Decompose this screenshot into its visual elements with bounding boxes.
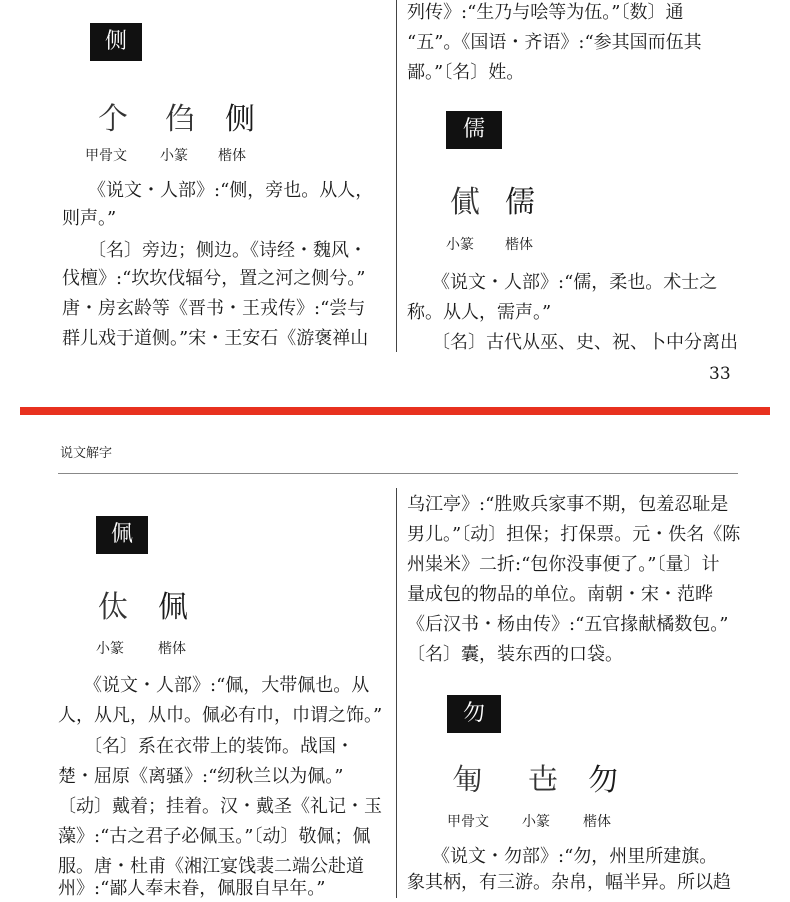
label-seal: 小篆 bbox=[522, 814, 550, 830]
seal-script-form: 㑀 bbox=[98, 590, 128, 625]
entry-line: 服。唐・杜甫《湘江宴饯裴二端公赴道 bbox=[58, 856, 364, 877]
label-oracle-bone: 甲骨文 bbox=[85, 148, 127, 164]
entry-line: 唐・房玄龄等《晋书・王戎传》:“尝与 bbox=[62, 298, 366, 319]
label-regular: 楷体 bbox=[158, 641, 186, 657]
entry-line: 〔名〕古代从巫、史、祝、卜中分离出 bbox=[432, 332, 738, 353]
page-divider-bar bbox=[20, 407, 770, 415]
entry-line: 《说文・人部》:“儒，柔也。术士之 bbox=[432, 272, 718, 293]
headword-tag-wu: 勿 bbox=[447, 695, 501, 733]
entry-line: 伐檀》:“坎坎伐辐兮，置之河之侧兮。” bbox=[62, 268, 366, 289]
bottom-page bbox=[0, 418, 790, 898]
entry-line: 〔名〕旁边；侧边。《诗经・魏风・ bbox=[88, 240, 367, 261]
top-page bbox=[0, 0, 790, 405]
regular-script-form: 侧 bbox=[225, 102, 255, 137]
entry-line: 〔名〕系在衣带上的装饰。战国・ bbox=[84, 736, 354, 757]
entry-line: 州粜米》二折:“包你没事便了。”〔量〕计 bbox=[407, 554, 720, 575]
oracle-bone-form: 𠣞 bbox=[452, 763, 482, 798]
label-seal: 小篆 bbox=[96, 641, 124, 657]
entry-line: 楚・屈原《离骚》:“纫秋兰以为佩。” bbox=[58, 766, 344, 787]
headword-tag-pei: 佩 bbox=[96, 516, 148, 554]
headword-tag-ru: 儒 bbox=[446, 111, 502, 149]
seal-script-form: 㒃 bbox=[450, 185, 480, 220]
column-divider bbox=[396, 488, 397, 898]
page-number: 33 bbox=[709, 364, 731, 384]
seal-script-form: 㔺 bbox=[528, 763, 558, 798]
label-seal: 小篆 bbox=[446, 237, 474, 253]
entry-line: 〔动〕戴着；挂着。汉・戴圣《礼记・玉 bbox=[58, 796, 382, 817]
oracle-bone-form: 𠆤 bbox=[98, 102, 128, 137]
entry-line: 《说文・人部》:“侧，旁也。从人， bbox=[88, 180, 374, 201]
entry-line: 《说文・人部》:“佩，大带佩也。从 bbox=[84, 675, 370, 696]
entry-line: 乌江亭》:“胜败兵家事不期，包羞忍耻是 bbox=[407, 494, 729, 515]
column-divider bbox=[396, 0, 397, 352]
entry-line: 男儿。”〔动〕担保；打保票。元・佚名《陈 bbox=[407, 524, 741, 545]
entry-line: 藻》:“古之君子必佩玉。”〔动〕敬佩；佩 bbox=[58, 826, 371, 847]
entry-line: 则声。” bbox=[62, 208, 117, 229]
entry-line: 量成包的物品的单位。南朝・宋・范晔 bbox=[407, 584, 713, 605]
label-regular: 楷体 bbox=[505, 237, 533, 253]
entry-line: 〔名〕囊，装东西的口袋。 bbox=[407, 644, 623, 665]
label-regular: 楷体 bbox=[583, 814, 611, 830]
entry-line: 群儿戏于道侧。”宋・王安石《游褒禅山 bbox=[62, 328, 369, 349]
label-regular: 楷体 bbox=[218, 148, 246, 164]
header-rule bbox=[58, 473, 738, 474]
entry-line: 称。从人，需声。” bbox=[407, 302, 552, 323]
running-head: 说文解字 bbox=[60, 446, 113, 461]
label-seal: 小篆 bbox=[160, 148, 188, 164]
entry-line: 象其柄，有三游。杂帛，幅半异。所以趋 bbox=[407, 872, 731, 893]
entry-line: 列传》:“生乃与哙等为伍。”〔数〕通 bbox=[407, 2, 684, 23]
entry-line: 《说文・勿部》:“勿，州里所建旗。 bbox=[432, 846, 718, 867]
regular-script-form: 勿 bbox=[588, 763, 618, 798]
seal-script-form: 㑇 bbox=[165, 102, 195, 137]
entry-line: “五”。《国语・齐语》:“参其国而伍其 bbox=[407, 32, 702, 53]
label-oracle-bone: 甲骨文 bbox=[447, 814, 489, 830]
entry-line: 人，从凡，从巾。佩必有巾，巾谓之饰。” bbox=[58, 705, 383, 726]
regular-script-form: 儒 bbox=[505, 185, 535, 220]
entry-line: 州》:“鄙人奉末眷，佩服自早年。” bbox=[58, 878, 326, 899]
entry-line: 鄙。”〔名〕姓。 bbox=[407, 62, 525, 83]
regular-script-form: 佩 bbox=[158, 590, 188, 625]
entry-line: 《后汉书・杨由传》:“五官掾献橘数包。” bbox=[407, 614, 729, 635]
headword-tag-ce: 侧 bbox=[90, 23, 142, 61]
